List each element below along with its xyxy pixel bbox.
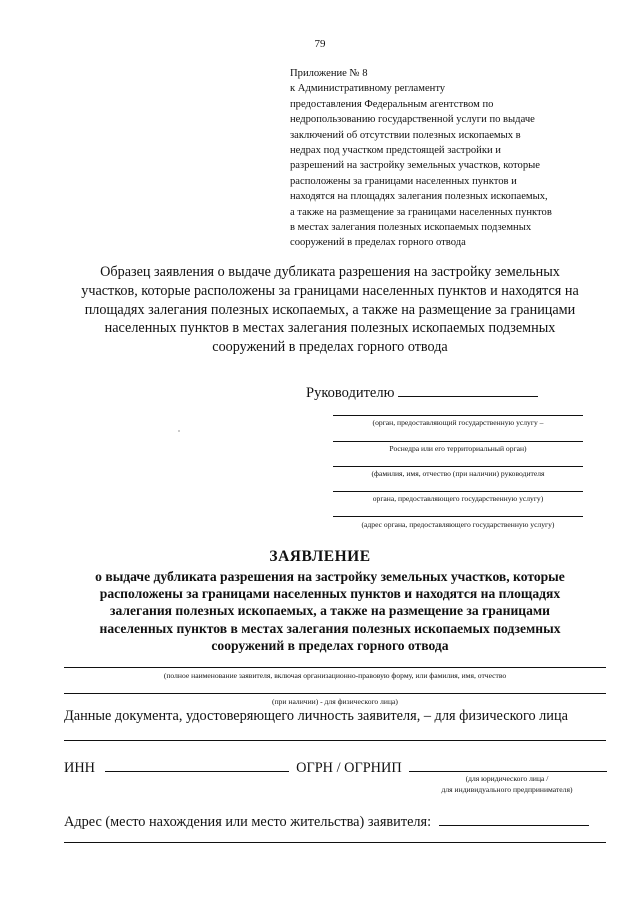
- addressee-input-line[interactable]: [398, 384, 538, 397]
- ogrn-label: ОГРН / ОГРНИП: [296, 760, 402, 776]
- application-subtitle-line: населенных пунктов в местах залегания полезных ископаемых подземных: [99, 620, 561, 636]
- application-subtitle-line: расположены за границами населенных пунктов и находятся на площадях: [99, 586, 561, 602]
- page-number: 79: [314, 38, 326, 50]
- application-subtitle-line: залегания полезных ископаемых, а также на размещение за границами: [110, 603, 550, 619]
- appendix-line: к Административному регламенту: [290, 83, 446, 95]
- addressee-line-2[interactable]: [333, 441, 583, 442]
- address-row: [64, 813, 589, 831]
- appendix-line: находятся на площадях залегания полезных ископаемых,: [290, 191, 548, 203]
- appendix-line: предоставления Федеральным агентством по: [290, 98, 494, 110]
- appendix-line: разрешений на застройку земельных участков, которые: [290, 160, 540, 172]
- inn-label: ИНН: [64, 760, 95, 776]
- appendix-line: недрах под участком предстоящей застройки и: [290, 145, 501, 157]
- addressee-hint-4: органа, предоставляющего государственную услугу): [372, 494, 544, 503]
- appendix-line: расположены за границами населенных пунктов и: [290, 175, 517, 187]
- address-input-line[interactable]: [439, 813, 589, 826]
- addressee-row: [306, 384, 538, 402]
- inn-input-line[interactable]: [105, 759, 289, 772]
- sample-title-line: площадях залегания полезных ископаемых, а также на размещение за границами: [84, 301, 576, 318]
- addressee-hint-5: (адрес органа, предоставляющего государственную услугу): [361, 520, 555, 529]
- scan-speck: [178, 430, 180, 432]
- identity-doc-line[interactable]: [64, 740, 606, 741]
- applicant-name-hint-2: (при наличии) - для физического лица): [272, 697, 398, 706]
- addressee-line-1[interactable]: [333, 415, 583, 416]
- addressee-label: Руководителю: [306, 385, 395, 401]
- appendix-line: недропользованию государственной услуги по выдаче: [290, 114, 535, 126]
- appendix-line: в местах залегания полезных ископаемых подземных: [290, 222, 532, 234]
- addressee-line-3[interactable]: [333, 466, 583, 467]
- ogrn-input-line[interactable]: [409, 759, 607, 772]
- addressee-hint-3: (фамилия, имя, отчество (при наличии) руководителя: [371, 469, 545, 478]
- address-label: Адрес (место нахождения или место жительства) заявителя:: [64, 814, 432, 830]
- application-subtitle: [40, 568, 620, 654]
- appendix-line: Приложение № 8: [290, 68, 368, 79]
- addressee-hint-1: (орган, предоставляющий государственную услугу –: [372, 418, 544, 427]
- applicant-name-line[interactable]: [64, 667, 606, 668]
- application-title: ЗАЯВЛЕНИЕ: [269, 548, 371, 565]
- identity-doc-label: Данные документа, удостоверяющего личность заявителя, – для физического лица: [64, 708, 568, 724]
- appendix-line: а также на размещение за границами населенных пунктов: [290, 206, 552, 218]
- appendix-line: заключений об отсутствии полезных ископаемых в: [290, 129, 521, 141]
- ogrn-hint-2: для индивидуального предпринимателя): [441, 785, 573, 794]
- sample-title-line: населенных пунктов в местах залегания полезных ископаемых подземных: [104, 320, 556, 337]
- applicant-name-line-2[interactable]: [64, 693, 606, 694]
- application-subtitle-line: сооружений в пределах горного отвода: [211, 637, 449, 653]
- sample-title-line: участков, которые расположены за границами населенных пунктов и находятся на: [81, 282, 579, 299]
- sample-title-line: сооружений в пределах горного отвода: [212, 339, 448, 356]
- appendix-header: [290, 66, 610, 251]
- sample-title-line: Образец заявления о выдаче дубликата разрешения на застройку земельных: [100, 264, 560, 280]
- addressee-line-5[interactable]: [333, 516, 583, 517]
- appendix-line: сооружений в пределах горного отвода: [290, 237, 466, 249]
- application-subtitle-line: о выдаче дубликата разрешения на застройку земельных участков, которые: [95, 569, 565, 584]
- applicant-name-hint: (полное наименование заявителя, включая организационно-правовую форму, или фамилия, имя, отчество: [163, 671, 507, 680]
- address-line-2[interactable]: [64, 842, 606, 843]
- ogrn-hint-1: (для юридического лица /: [465, 774, 549, 783]
- addressee-hint-2: Роснедра или его территориальный орган): [389, 444, 527, 453]
- sample-title: [40, 263, 620, 357]
- addressee-line-4[interactable]: [333, 491, 583, 492]
